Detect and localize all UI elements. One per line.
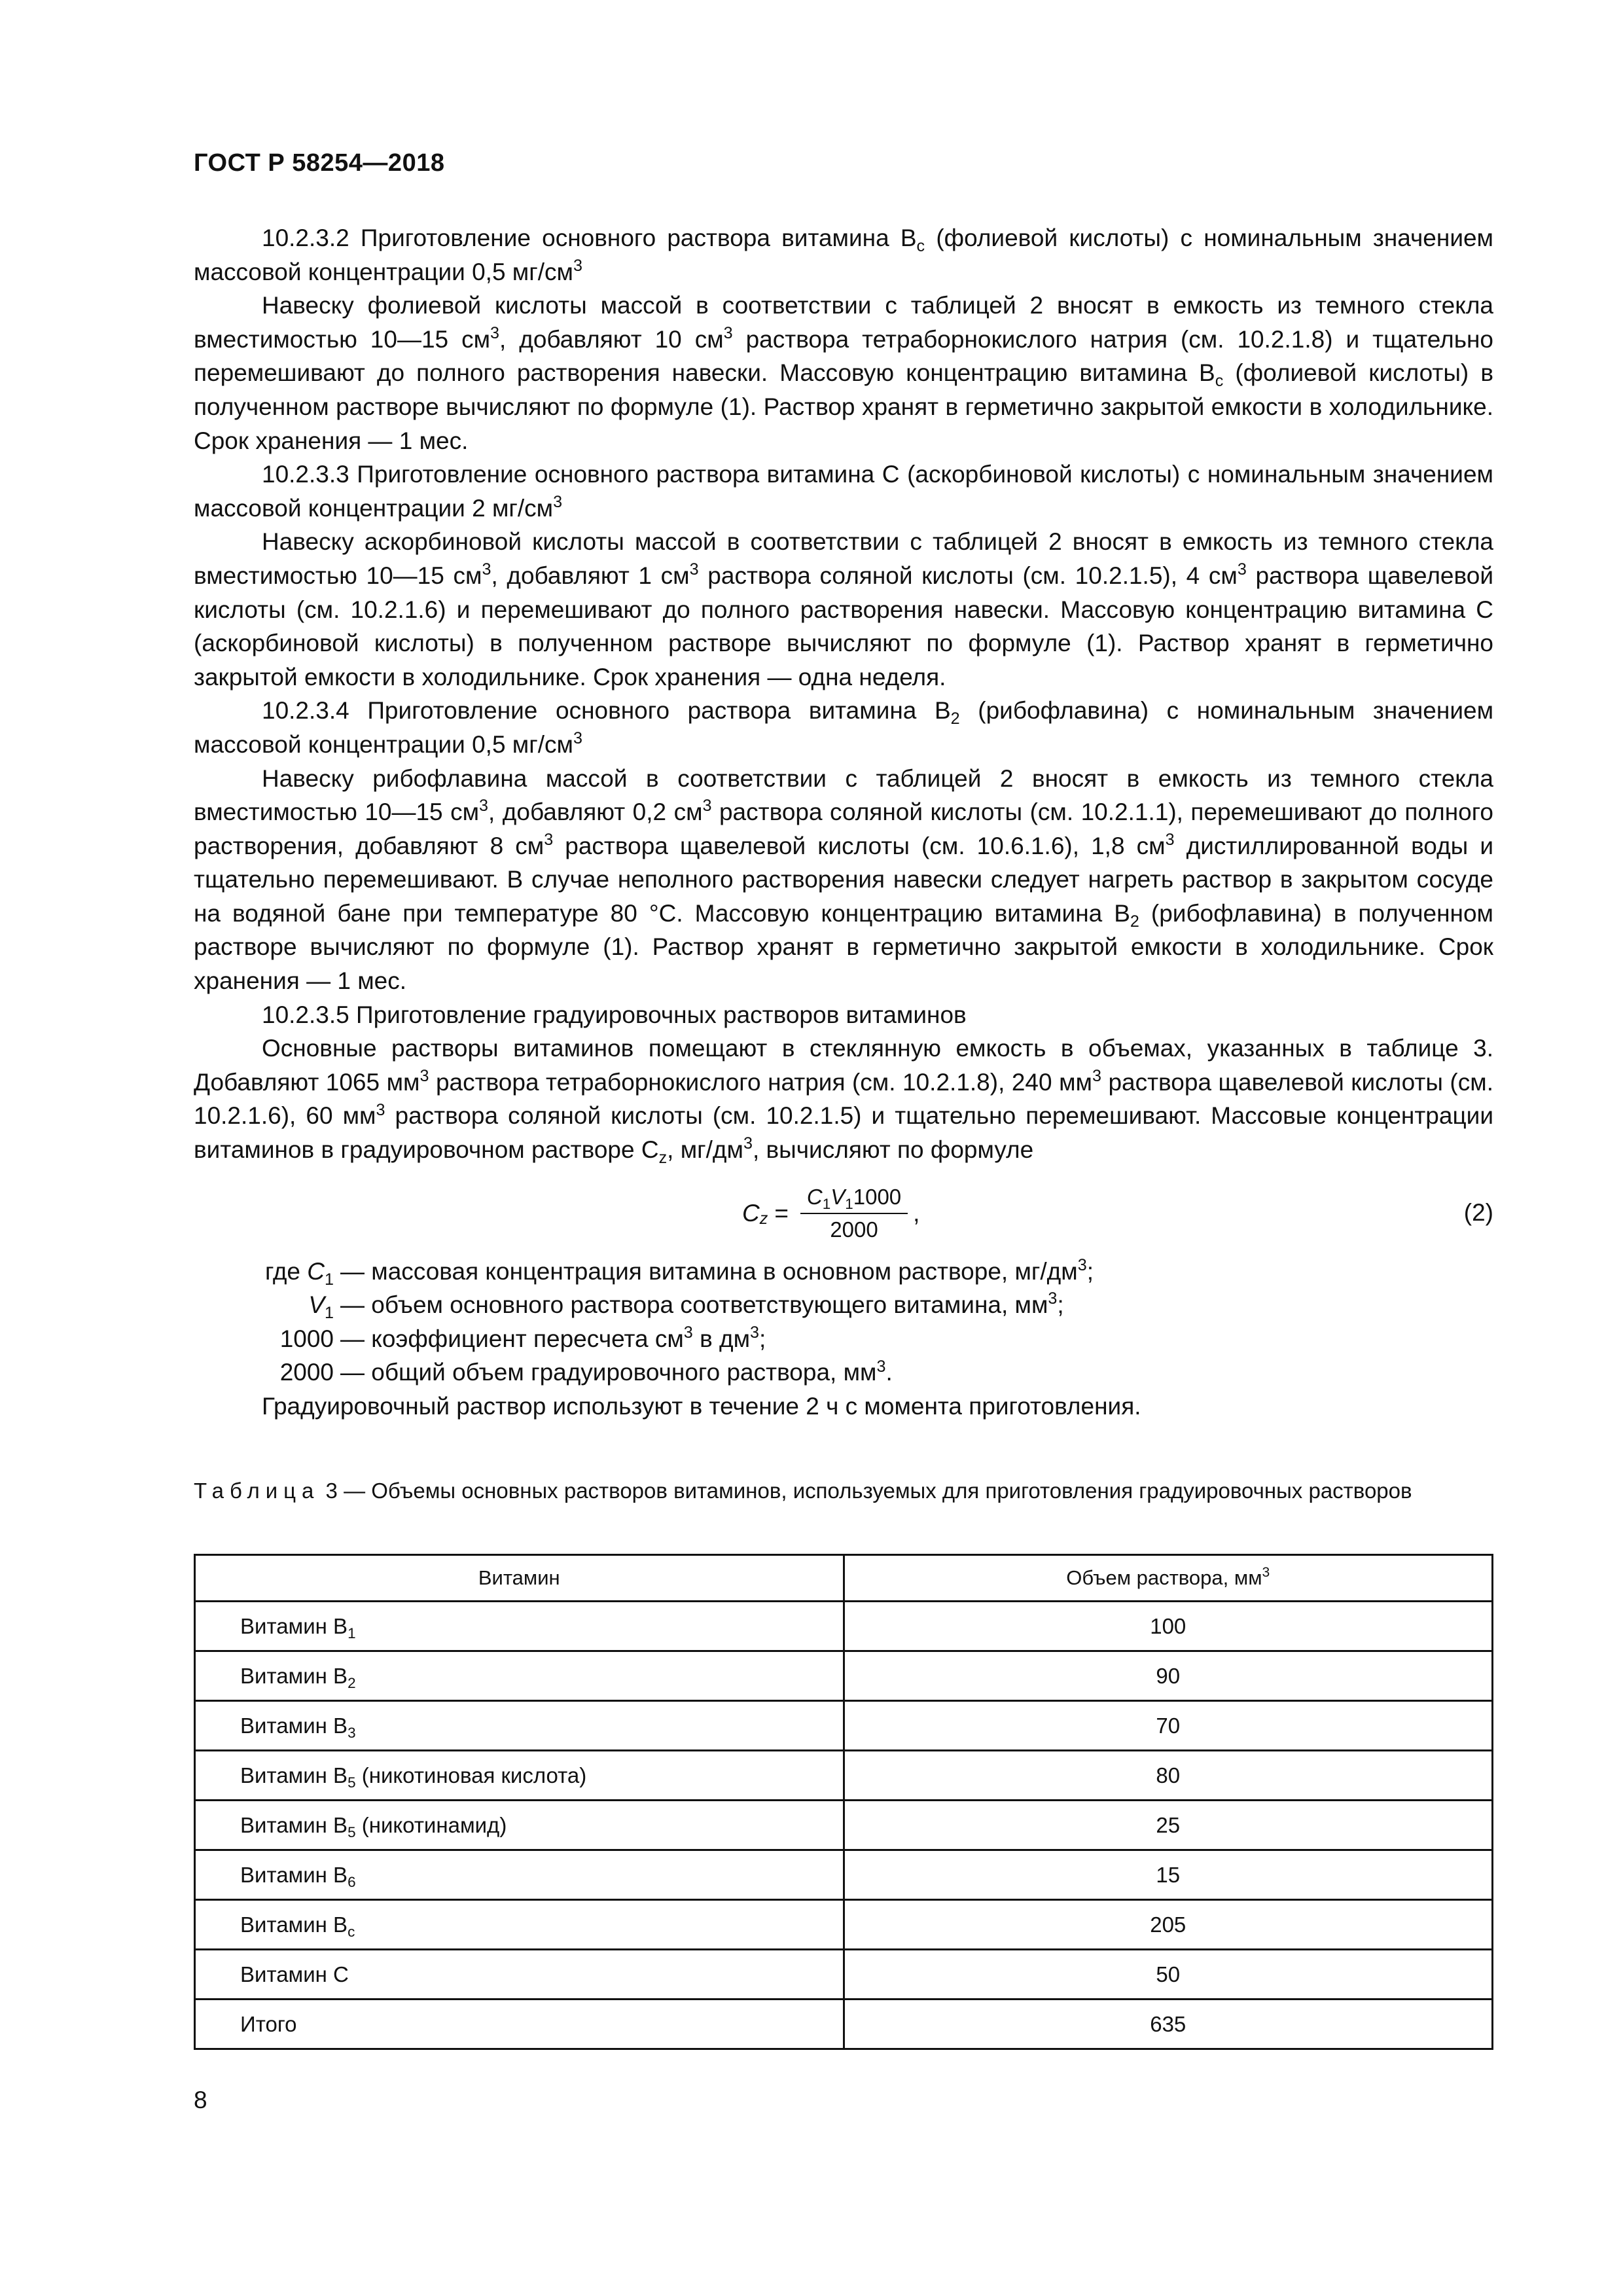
table-row: Витамин $В_2$ 90	[195, 1651, 1493, 1701]
table-row: Витамин $В_6$ 15	[195, 1850, 1493, 1900]
table-row: Витамин $В_5$ (никотиновая кислота) 80	[195, 1751, 1493, 1801]
vitamins-volume-table	[194, 1554, 1493, 2050]
formula-denominator: 2000	[830, 1217, 878, 1242]
column-header-volume: Объем раствора, $мм^3$	[844, 1555, 1493, 1602]
document-body	[194, 221, 1493, 1424]
formula-numerator: $C_1V_11000$	[800, 1184, 908, 1214]
table-row: Витамин $В_1$ 100	[195, 1602, 1493, 1651]
column-header-vitamin: Витамин	[195, 1555, 844, 1602]
definition-c1: где $C_1$ — массовая концентрация витамина в основном растворе, $мг/дм^3$;	[264, 1255, 1094, 1289]
definition-2000: 2000 — общий объем градуировочного раствора, $мм^3$.	[279, 1357, 893, 1386]
table-header-row	[195, 1555, 1493, 1602]
formula-fraction	[800, 1184, 908, 1243]
definition-1000: 1000 — коэффициент пересчета $см^3$ в $дм^3$;	[279, 1323, 766, 1352]
table-row: Витамин $В_c$ 205	[195, 1900, 1493, 1950]
formula-number: (2)	[1463, 1198, 1493, 1226]
page-number: 8	[194, 2087, 207, 2113]
paragraph-ascorbic-acid: Навеску аскорбиновой кислоты массой в соответствии с таблицей 2 вносят в емкость из темного стекла вместимостью 10—15 $см^3$, добавляют 1 $см^3$ раствора соляной кислоты (см. 10.2.1.5), 4 $см^3$ раствора щавелевой кислоты (см. 10.2.1.6) и перемешивают до полного растворения навески. Массовую концентрацию витамина С (аскорбиновой кислоты) в полученном растворе вычисляют по формуле (1). Раствор хранят в герметично закрытой емкости в холодильнике. Срок хранения — одна неделя.	[194, 528, 1493, 691]
paragraph-10-2-3-5: 10.2.3.5 Приготовление градуировочных растворов витаминов	[262, 1001, 967, 1028]
formula-2	[194, 1176, 1493, 1248]
table-row-total: Итого 635	[195, 2000, 1493, 2049]
paragraph-folic-acid: Навеску фолиевой кислоты массой в соответствии с таблицей 2 вносят в емкость из темного стекла вместимостью 10—15 $см^3$, добавляют 10 $см^3$ раствора тетраборнокислого натрия (см. 10.2.1.8) и тщательно перемешивают до полного растворения навески. Массовую концентрацию витамина $В_c$ (фолиевой кислоты) в полученном растворе вычисляют по формуле (1). Раствор хранят в герметично закрытой емкости в холодильнике. Срок хранения — 1 мес.	[194, 292, 1493, 454]
paragraph-10-2-3-2: 10.2.3.2 Приготовление основного раствора витамина $В_c$ (фолиевой кислоты) с номинальным значением массовой концентрации 0,5 $мг/см^3$	[194, 224, 1493, 285]
paragraph-calibration: Основные растворы витаминов помещают в стеклянную емкость в объемах, указанных в таблице 3. Добавляют 1065 $мм^3$ раствора тетраборнокислого натрия (см. 10.2.1.8), 240 $мм^3$ раствора щавелевой кислоты (см. 10.2.1.6), 60 $мм^3$ раствора соляной кислоты (см. 10.2.1.5) и тщательно перемешивают. Массовые концентрации витаминов в градуировочном растворе $С_z$, $мг/дм^3$, вычисляют по формуле	[194, 1035, 1493, 1168]
paragraph-10-2-3-4: 10.2.3.4 Приготовление основного раствора витамина $В_2$ (рибофлавина) с номинальным значением массовой концентрации 0,5 $мг/см^3$	[194, 697, 1494, 758]
paragraph-10-2-3-3: 10.2.3.3 Приготовление основного раствора витамина С (аскорбиновой кислоты) с номинальным значением массовой концентрации 2 $мг/см^3$	[194, 461, 1493, 522]
definition-v1: $V_1$ — объем основного раствора соответствующего витамина, $мм^3$;	[308, 1289, 1064, 1323]
table-row: Витамин $В_5$ (никотинамид) 25	[195, 1801, 1493, 1850]
table-caption: Таблица 3 — Объемы основных растворов витаминов, используемых для приготовления градуировочных растворов	[194, 1479, 1412, 1503]
table-row: Витамин С 50	[195, 1950, 1493, 2000]
document-header: ГОСТ Р 58254—2018	[194, 149, 445, 177]
formula-definitions	[194, 1255, 1493, 1390]
table-row: Витамин $В_3$ 70	[195, 1701, 1493, 1751]
paragraph-closing: Градуировочный раствор используют в течение 2 ч с момента приготовления.	[262, 1393, 1141, 1420]
paragraph-riboflavin: Навеску рибофлавина массой в соответствии с таблицей 2 вносят в емкость из темного стекла вместимостью 10—15 $см^3$, добавляют 0,2 $см^3$ раствора соляной кислоты (см. 10.2.1.1), перемешивают до полного растворения, добавляют 8 $см^3$ раствора щавелевой кислоты (см. 10.6.1.6), 1,8 $см^3$ дистиллированной воды и тщательно перемешивают. В случае неполного растворения навески следует нагреть раствор в закрытом сосуде на водяной бане при температуре 80 °С. Массовую концентрацию витамина $В_2$ (рибофлавина) в полученном растворе вычисляют по формуле (1). Раствор хранят в герметично закрытой емкости в холодильнике. Срок хранения — 1 мес.	[194, 764, 1494, 995]
formula-expression: C $_z$ = $\frac{C_1V_11000}{2000}$ ,	[742, 1184, 920, 1242]
